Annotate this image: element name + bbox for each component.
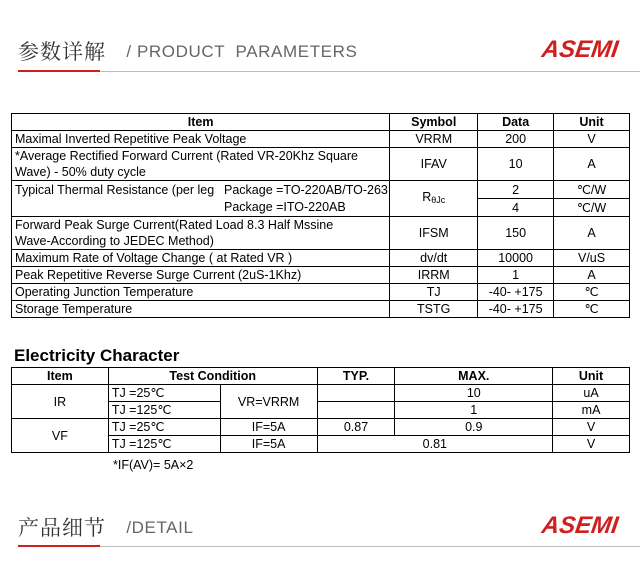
divider-line [100,71,640,72]
table-row [12,181,630,199]
thermal-item-box [12,181,389,216]
condition-cell: TJ =25℃ [108,419,220,436]
table-row [12,284,630,301]
thermal-item-label: Typical Thermal Resistance (per leg [15,183,215,197]
header-unit: Unit [554,114,630,131]
table-header-row [12,114,630,131]
section-header-parameters [0,36,640,92]
header-data: Data [478,114,554,131]
unit-cell: V/uS [554,250,630,267]
condition-cell: TJ =25℃ [108,385,220,402]
unit-cell: A [554,217,630,250]
table-row [12,301,630,318]
unit-cell: A [554,148,630,181]
package-1-label: Package =TO-220AB/TO-263 [221,182,389,198]
symbol-cell: VRRM [390,131,478,148]
electricity-title: Electricity Character [14,346,180,365]
section-title-en: / PRODUCT PARAMETERS [121,42,358,61]
section-title-cn: 参数详解 [18,40,106,64]
divider-line [100,546,640,547]
table-row [12,419,630,436]
data-cell: 10000 [478,250,554,267]
item-cell: IR [12,385,109,419]
item-cell: Peak Repetitive Reverse Surge Current (2uS-1Khz) [12,267,390,284]
typ-cell [317,385,395,402]
item-cell: Forward Peak Surge Current(Rated Load 8.3 Half Mssine Wave-According to JEDEC Method) [12,217,390,250]
section-title-en: /DETAIL [121,518,194,537]
data-cell: 200 [478,131,554,148]
table-row [12,385,630,402]
section-title-cn: 产品细节 [18,516,106,540]
header-item: Item [12,114,390,131]
data-cell: 1 [478,267,554,284]
symbol-cell: dv/dt [390,250,478,267]
footnote: *IF(AV)= 5A×2 [113,458,194,472]
unit-cell: V [554,131,630,148]
accent-underline [18,545,100,547]
typ-cell: 0.87 [317,419,395,436]
item-cell [12,181,390,217]
table-row [12,148,630,181]
item-cell: *Average Rectified Forward Current (Rated VR-20Khz Square Wave) - 50% duty cycle [12,148,390,181]
package-2-label: Package =ITO-220AB [224,200,346,214]
unit-cell: V [553,436,630,453]
brand-logo: ASEMI [540,512,620,539]
accent-underline [18,70,100,72]
unit-cell: ℃/W [554,199,630,217]
symbol-cell: IFSM [390,217,478,250]
typ-cell [317,402,395,419]
symbol-cell: IRRM [390,267,478,284]
symbol-cell: TSTG [390,301,478,318]
max-cell: 0.9 [395,419,553,436]
unit-cell: uA [553,385,630,402]
table-row [12,217,630,250]
data-cell: 2 [478,181,554,199]
data-cell: -40- +175 [478,301,554,318]
data-cell: 10 [478,148,554,181]
condition-cell: TJ =125℃ [108,436,220,453]
header-max: MAX. [395,368,553,385]
symbol-cell: TJ [390,284,478,301]
header-unit: Unit [553,368,630,385]
data-cell: 4 [478,199,554,217]
item-cell: VF [12,419,109,453]
current-cell: IF=5A [220,419,317,436]
header-symbol: Symbol [390,114,478,131]
brand-logo: ASEMI [540,36,620,63]
item-cell: Storage Temperature [12,301,390,318]
condition-shared-cell: VR=VRRM [220,385,317,419]
parameters-table [11,113,630,318]
current-cell: IF=5A [220,436,317,453]
max-cell: 0.81 [317,436,553,453]
electricity-table [11,367,630,453]
table-row [12,131,630,148]
symbol-cell: IFAV [390,148,478,181]
header-test-condition: Test Condition [108,368,317,385]
unit-cell: ℃ [554,301,630,318]
table-row [12,267,630,284]
condition-cell: TJ =125℃ [108,402,220,419]
section-header-detail [0,512,640,568]
header-typ: TYP. [317,368,395,385]
unit-cell: V [553,419,630,436]
max-cell: 10 [395,385,553,402]
header-item: Item [12,368,109,385]
data-cell: 150 [478,217,554,250]
unit-cell: ℃/W [554,181,630,199]
unit-cell: mA [553,402,630,419]
item-cell: Maximal Inverted Repetitive Peak Voltage [12,131,390,148]
item-cell: Operating Junction Temperature [12,284,390,301]
symbol-subscript: θJc [431,195,446,205]
symbol-main: R [422,190,432,204]
item-cell: Maximum Rate of Voltage Change ( at Rated VR ) [12,250,390,267]
data-cell: -40- +175 [478,284,554,301]
table-row [12,250,630,267]
symbol-cell [390,181,478,217]
unit-cell: ℃ [554,284,630,301]
max-cell: 1 [395,402,553,419]
table-header-row [12,368,630,385]
unit-cell: A [554,267,630,284]
